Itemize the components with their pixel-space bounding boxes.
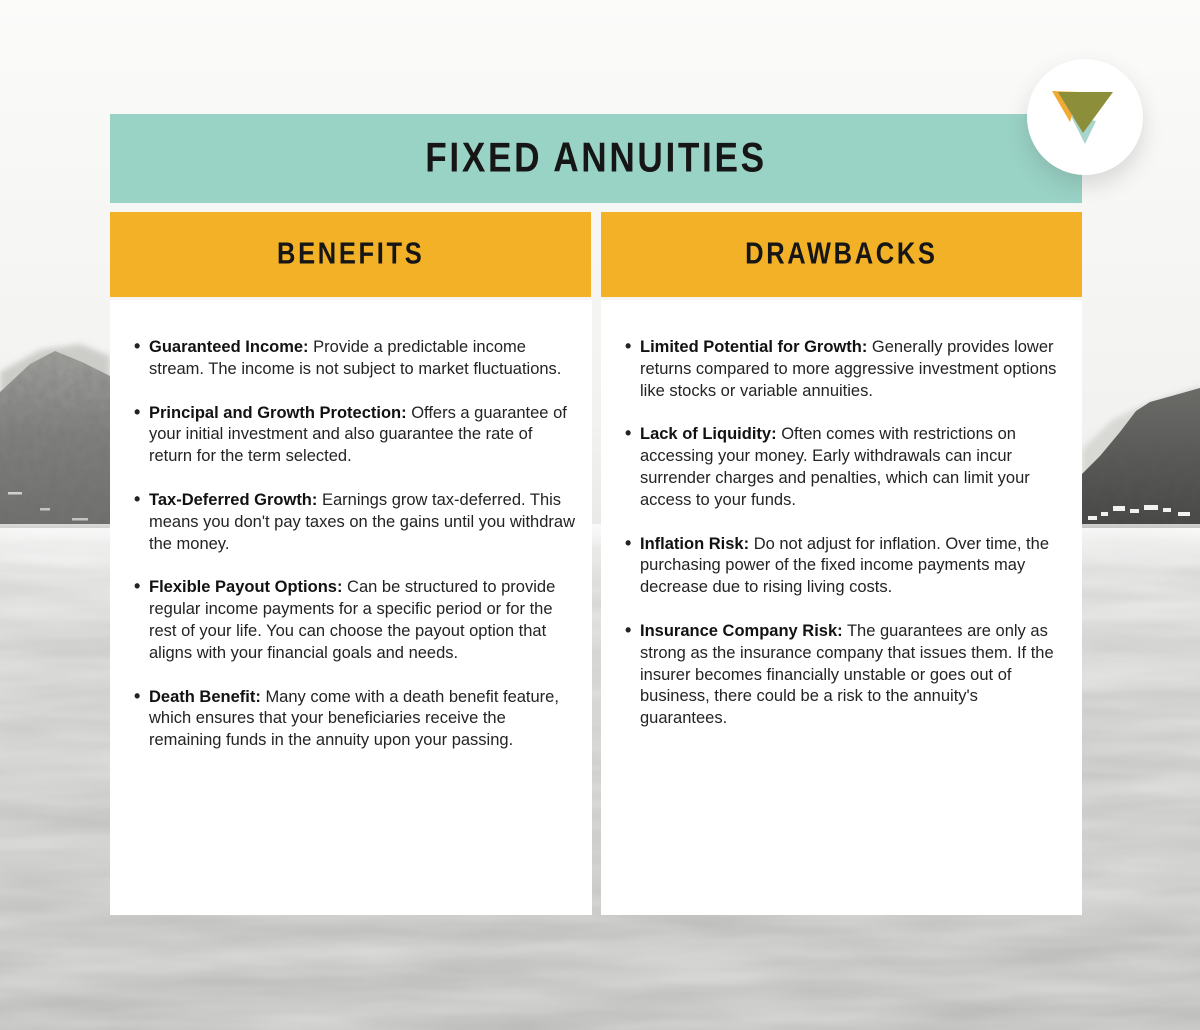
drawback-item	[625, 534, 1066, 599]
drawbacks-panel	[601, 300, 1082, 915]
drawback-description: Generally provides lower returns compared to more aggressive investment options like stocks or variable annuities.	[640, 338, 1057, 400]
page-title: FIXED ANNUITIES	[425, 135, 767, 181]
brand-logo-badge	[1027, 59, 1143, 175]
benefit-description: Many come with a death benefit feature, which ensures that your beneficiaries receive the remaining funds in the annuity upon your passing.	[149, 687, 559, 750]
drawbacks-header: DRAWBACKS	[745, 237, 938, 271]
drawback-term: Inflation Risk:	[640, 534, 750, 553]
benefit-description: Provide a predictable income stream. The income is not subject to market fluctuations.	[149, 338, 562, 378]
benefit-item	[134, 403, 576, 468]
benefit-term: Death Benefit:	[149, 687, 261, 706]
benefits-list	[134, 337, 576, 752]
benefit-term: Guaranteed Income:	[149, 338, 309, 356]
benefit-item	[134, 577, 576, 664]
benefit-item	[134, 490, 576, 555]
drawback-description: Often comes with restrictions on accessing your money. Early withdrawals can incur surrender charges and penalties, which can limit your access to your funds.	[640, 425, 1030, 509]
benefit-description: Earnings grow tax-deferred. This means you don't pay taxes on the gains until you withdraw the money.	[149, 490, 575, 553]
drawback-item	[625, 337, 1066, 402]
drawback-term: Limited Potential for Growth:	[640, 338, 868, 356]
benefit-description: Can be structured to provide regular income payments for a specific period or for the rest of your life. You can choose the payout option that aligns with your financial goals and needs.	[149, 578, 556, 662]
benefit-term: Principal and Growth Protection:	[149, 403, 407, 422]
benefit-item	[134, 687, 576, 752]
drawback-description: The guarantees are only as strong as the insurance company that issues them. If the insurer becomes financially unstable or goes out of business, there could be a risk to the annuity's guarantees.	[640, 621, 1054, 728]
benefit-term: Flexible Payout Options:	[149, 578, 343, 597]
benefits-panel	[110, 300, 592, 915]
drawback-term: Insurance Company Risk:	[640, 621, 843, 640]
drawbacks-header-bar	[601, 212, 1082, 297]
benefit-item	[134, 337, 576, 381]
drawback-item	[625, 424, 1066, 511]
benefit-term: Tax-Deferred Growth:	[149, 490, 318, 509]
drawback-term: Lack of Liquidity:	[640, 425, 777, 444]
benefits-header-bar	[110, 212, 591, 297]
title-bar	[110, 114, 1082, 203]
drawback-item	[625, 621, 1066, 730]
triangle-brand-logo-icon	[1027, 59, 1143, 175]
drawback-description: Do not adjust for inflation. Over time, the purchasing power of the fixed income payments may decrease due to rising living costs.	[640, 534, 1049, 597]
drawbacks-list	[625, 337, 1066, 730]
benefit-description: Offers a guarantee of your initial investment and also guarantee the rate of return for the term selected.	[149, 403, 567, 466]
benefits-header: BENEFITS	[276, 237, 425, 271]
